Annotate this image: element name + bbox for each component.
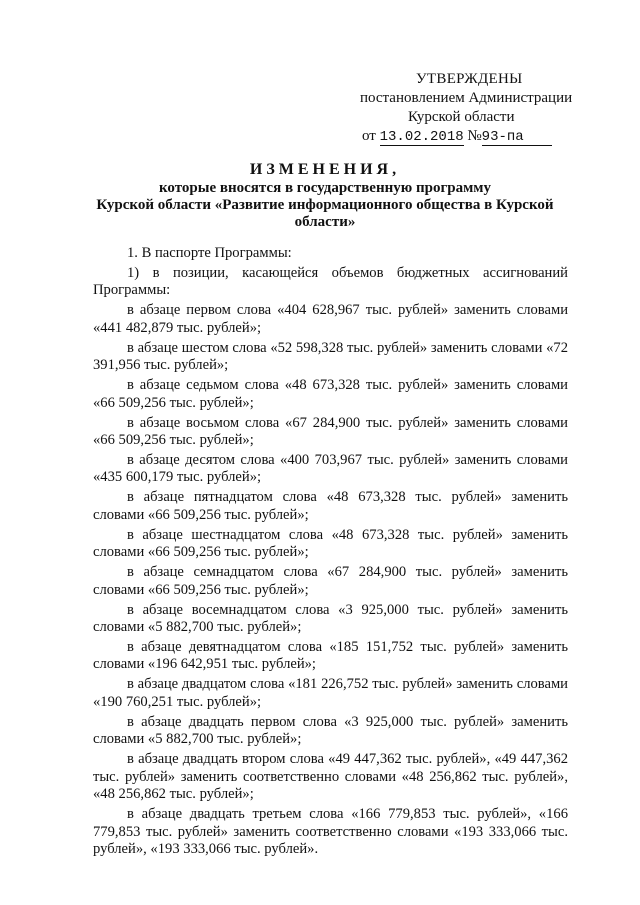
approval-title: УТВЕРЖДЕНЫ: [416, 71, 523, 87]
document-body: [93, 245, 568, 858]
approval-line-2: Курской области: [408, 109, 515, 125]
paragraph-4: в абзаце шестом слова «52 598,328 тыс. рублей» заменить словами «72 391,956 тыс. рублей»;: [93, 339, 568, 374]
paragraph-5: в абзаце седьмом слова «48 673,328 тыс. рублей» заменить словами «66 509,256 тыс. рублей»;: [93, 377, 568, 411]
heading-line-3: области»: [294, 214, 356, 230]
heading-line-1: которые вносятся в государственную программу: [158, 180, 492, 196]
heading-main: ИЗМЕНЕНИЯ,: [249, 161, 401, 178]
approval-line-1: постановлением Администрации: [360, 90, 573, 106]
paragraph-16: в абзаце двадцать третьем слова «166 779,853 тыс. рублей», «166 779,853 тыс. рублей» заменить соответственно словами «193 333,066 тыс. рублей», «193 333,066 тыс. рублей».: [93, 806, 568, 857]
document-heading: [80, 161, 570, 231]
paragraph-1: 1. В паспорте Программы:: [127, 245, 292, 261]
paragraph-15: в абзаце двадцать втором слова «49 447,362 тыс. рублей», «49 447,362 тыс. рублей» заменить соответственно словами «48 256,862 тыс. рублей», «48 256,862 тыс. рублей»;: [93, 751, 568, 803]
paragraph-12: в абзаце девятнадцатом слова «185 151,752 тыс. рублей» заменить словами «196 642,951 тыс. рублей»;: [93, 639, 568, 673]
paragraph-3: в абзаце первом слова «404 628,967 тыс. рублей» заменить словами «441 482,879 тыс. рублей»;: [93, 302, 568, 336]
heading-line-2: Курской области «Развитие информационного общества в Курской: [96, 197, 554, 213]
paragraph-10: в абзаце семнадцатом слова «67 284,900 тыс. рублей» заменить словами «66 509,256 тыс. рублей»;: [93, 564, 568, 598]
approval-stamp: [360, 70, 590, 146]
approval-number: 93-па: [482, 129, 552, 146]
paragraph-14: в абзаце двадцать первом слова «3 925,000 тыс. рублей» заменить словами «5 882,700 тыс. рублей»;: [93, 713, 568, 748]
number-prefix: №: [467, 128, 482, 144]
paragraph-2: 1) в позиции, касающейся объемов бюджетных ассигнований Программы:: [93, 265, 568, 299]
paragraph-13: в абзаце двадцатом слова «181 226,752 тыс. рублей» заменить словами «190 760,251 тыс. рублей»;: [93, 676, 568, 710]
paragraph-7: в абзаце десятом слова «400 703,967 тыс. рублей» заменить словами «435 600,179 тыс. рублей»;: [93, 452, 568, 486]
paragraph-9: в абзаце шестнадцатом слова «48 673,328 тыс. рублей» заменить словами «66 509,256 тыс. рублей»;: [93, 526, 568, 561]
paragraph-8: в абзаце пятнадцатом слова «48 673,328 тыс. рублей» заменить словами «66 509,256 тыс. рублей»;: [93, 489, 568, 523]
approval-date-row: [360, 127, 590, 146]
paragraph-6: в абзаце восьмом слова «67 284,900 тыс. рублей» заменить словами «66 509,256 тыс. рублей»;: [93, 414, 568, 449]
date-prefix: от: [362, 128, 376, 144]
paragraph-11: в абзаце восемнадцатом слова «3 925,000 тыс. рублей» заменить словами «5 882,700 тыс. рублей»;: [93, 601, 568, 636]
approval-date: 13.02.2018: [379, 129, 464, 145]
